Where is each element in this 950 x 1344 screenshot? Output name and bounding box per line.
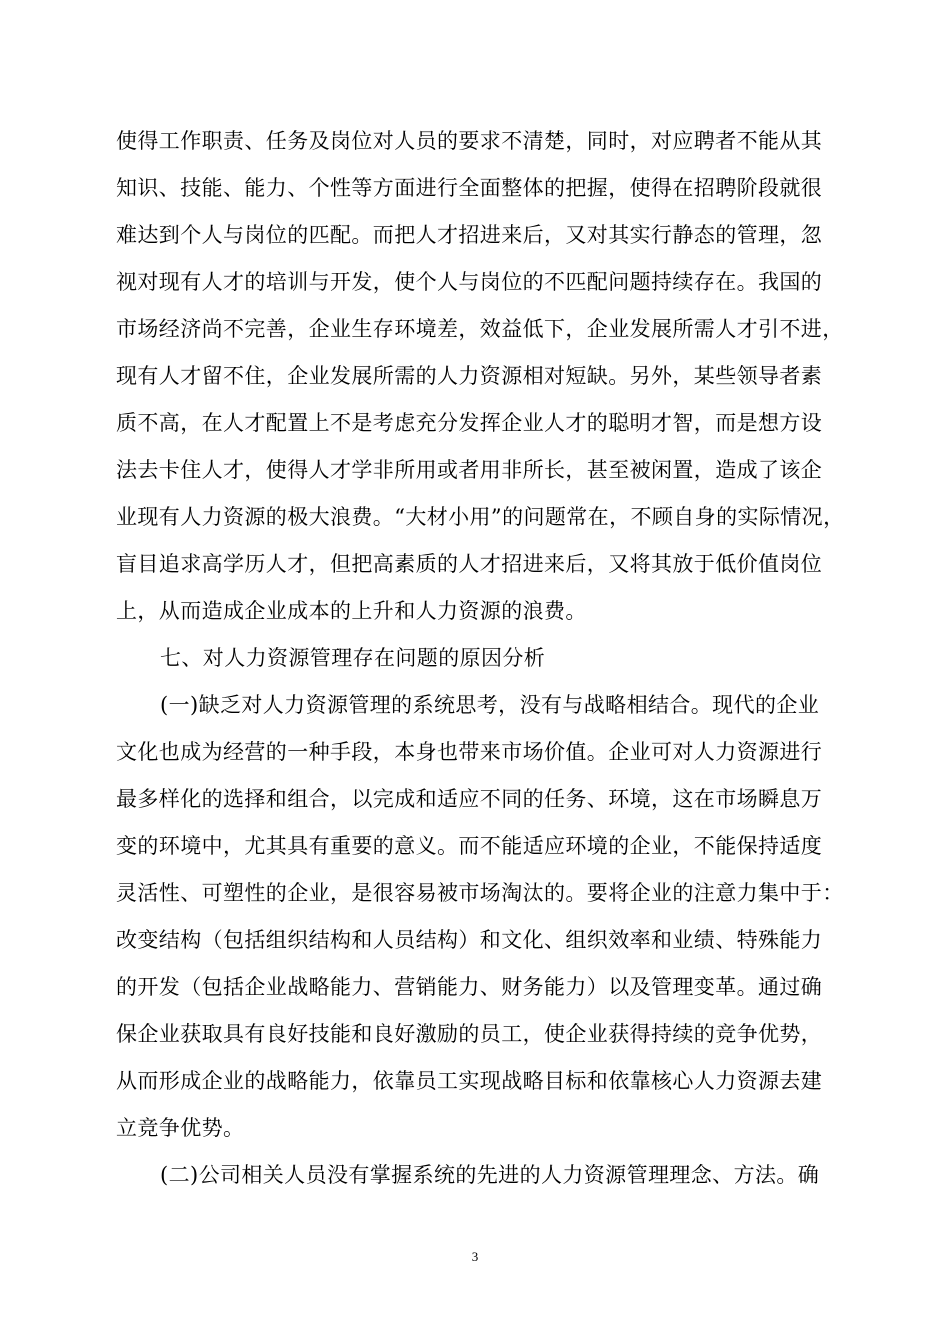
paragraph-first-line: (二)公司相关人员没有掌握系统的先进的人力资源管理理念、方法。确 xyxy=(160,1163,820,1187)
text-line: 变的环境中，尤其具有重要的意义。而不能适应环境的企业，不能保持适度 xyxy=(116,834,823,858)
text-line: 文化也成为经营的一种手段，本身也带来市场价值。企业可对人力资源进行 xyxy=(116,740,823,764)
paragraph-first-line: (一)缺乏对人力资源管理的系统思考，没有与战略相结合。现代的企业 xyxy=(160,693,820,717)
text-line: 现有人才留不住，企业发展所需的人力资源相对短缺。另外，某些领导者素 xyxy=(116,364,823,388)
text-line: 改变结构（包括组织结构和人员结构）和文化、组织效率和业绩、特殊能力 xyxy=(116,928,823,952)
text-line: 的开发（包括企业战略能力、营销能力、财务能力）以及管理变革。通过确 xyxy=(116,975,823,999)
text-line: 市场经济尚不完善，企业生存环境差，效益低下，企业发展所需人才引不进， xyxy=(116,317,844,341)
text-line: 质不高，在人才配置上不是考虑充分发挥企业人才的聪明才智，而是想方设 xyxy=(116,411,823,435)
text-line: 法去卡住人才，使得人才学非所用或者用非所长，甚至被闲置，造成了该企 xyxy=(116,458,823,482)
text-line: 保企业获取具有良好技能和良好激励的员工，使企业获得持续的竞争优势， xyxy=(116,1022,823,1046)
text-line: 难达到个人与岗位的匹配。而把人才招进来后，又对其实行静态的管理，忽 xyxy=(116,223,823,247)
text-line: 最多样化的选择和组合，以完成和适应不同的任务、环境，这在市场瞬息万 xyxy=(116,787,823,811)
section-heading: 七、对人力资源管理存在问题的原因分析 xyxy=(160,646,546,670)
body-text xyxy=(116,118,856,1199)
page-number: 3 xyxy=(471,1249,479,1264)
text-line: 上，从而造成企业成本的上升和人力资源的浪费。 xyxy=(116,599,587,623)
text-line: 立竞争优势。 xyxy=(116,1116,245,1140)
text-line: 业现有人力资源的极大浪费。“大材小用”的问题常在，不顾自身的实际情况， xyxy=(116,505,845,529)
text-line: 知识、技能、能力、个性等方面进行全面整体的把握，使得在招聘阶段就很 xyxy=(116,176,823,200)
text-line: 使得工作职责、任务及岗位对人员的要求不清楚，同时，对应聘者不能从其 xyxy=(116,129,823,153)
text-line: 灵活性、可塑性的企业，是很容易被市场淘汰的。要将企业的注意力集中于： xyxy=(116,881,844,905)
text-line: 视对现有人才的培训与开发，使个人与岗位的不匹配问题持续存在。我国的 xyxy=(116,270,823,294)
text-line: 盲目追求高学历人才，但把高素质的人才招进来后，又将其放于低价值岗位 xyxy=(116,552,823,576)
text-line: 从而形成企业的战略能力，依靠员工实现战略目标和依靠核心人力资源去建 xyxy=(116,1069,823,1093)
